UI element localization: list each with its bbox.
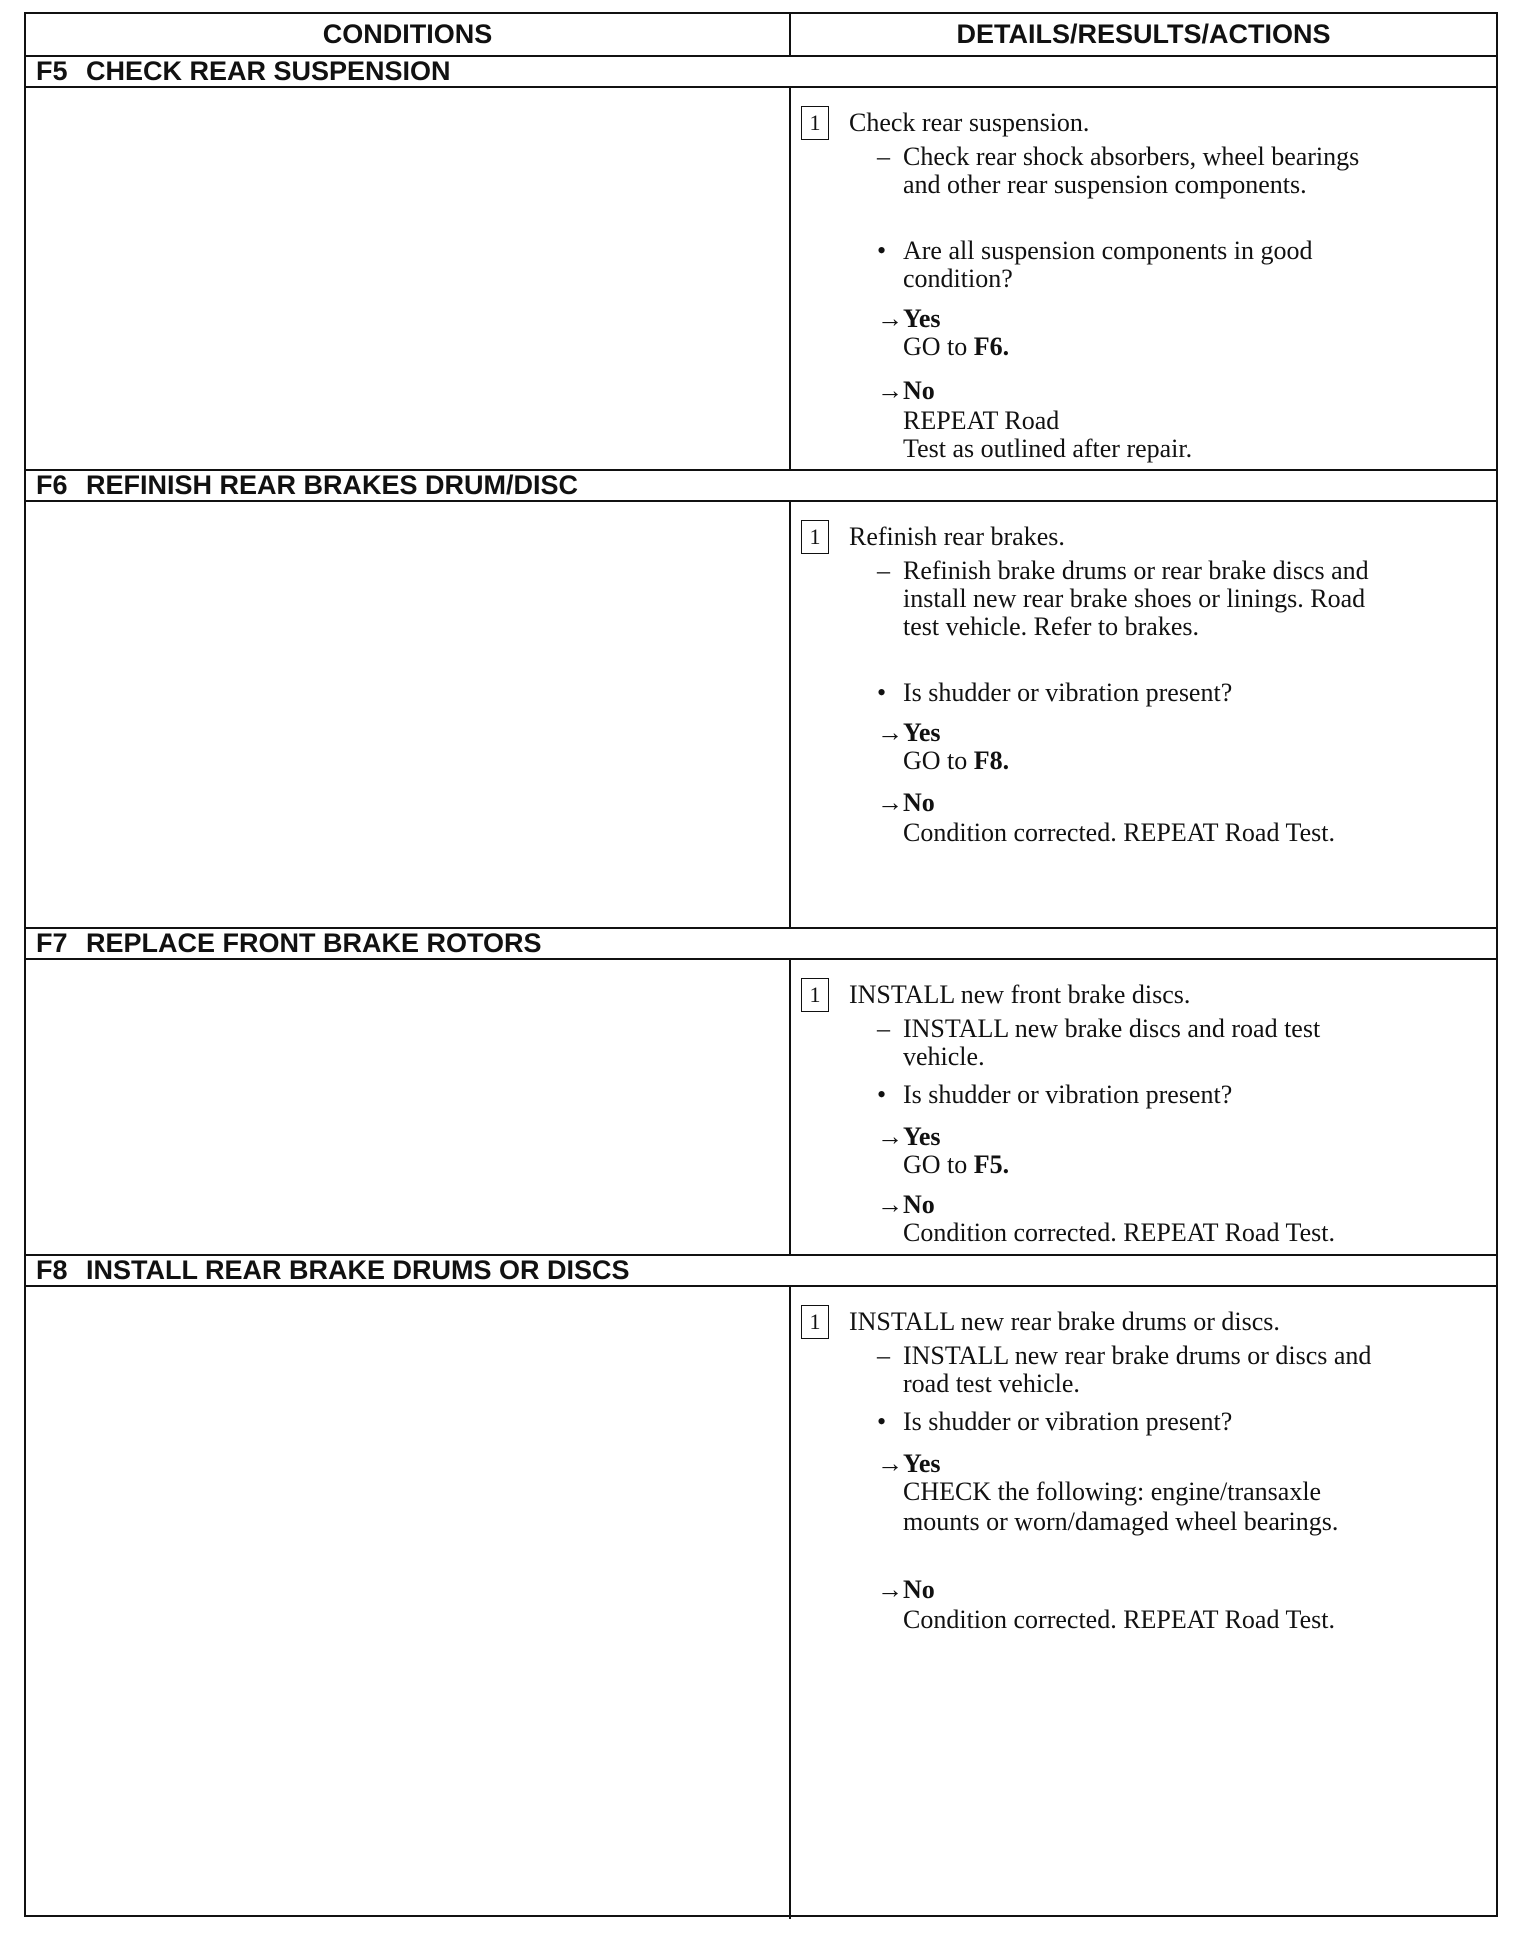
bullet-glyph: • xyxy=(877,678,887,707)
goto-ref: F8. xyxy=(973,746,1010,775)
arrow-icon: → xyxy=(877,788,903,817)
no-label: →No xyxy=(877,786,935,820)
detail-text: INSTALL new rear brake drums or discs and xyxy=(903,1341,1372,1370)
step-text: INSTALL new front brake discs. xyxy=(849,980,1191,1009)
conditions-cell xyxy=(26,502,791,927)
detail-text: INSTALL new brake discs and road test xyxy=(903,1014,1321,1043)
dash-glyph: – xyxy=(877,1014,890,1043)
detail-text: Check rear shock absorbers, wheel bearings xyxy=(903,142,1360,171)
section-title-text: REFINISH REAR BRAKES DRUM/DISC xyxy=(86,470,579,500)
question-line xyxy=(877,1405,1232,1439)
yes-label: →Yes xyxy=(877,1447,941,1481)
detail-line: test vehicle. Refer to brakes. xyxy=(903,612,1199,641)
table-header xyxy=(26,14,1496,57)
no-action: Condition corrected. REPEAT Road Test. xyxy=(903,1605,1335,1634)
step-number-box: 1 xyxy=(801,978,829,1012)
step xyxy=(801,1305,1280,1339)
yes-action: mounts or worn/damaged wheel bearings. xyxy=(903,1507,1339,1536)
arrow-icon: → xyxy=(877,376,903,405)
step-number-box: 1 xyxy=(801,106,829,140)
bullet-glyph: • xyxy=(877,1080,887,1109)
goto-ref: F6. xyxy=(973,332,1010,361)
question-text: Are all suspension components in good xyxy=(903,236,1313,265)
step-text: INSTALL new rear brake drums or discs. xyxy=(849,1307,1280,1336)
section-body-f7 xyxy=(26,960,1496,1256)
conditions-cell xyxy=(26,960,791,1254)
yes-label: →Yes xyxy=(877,716,941,750)
no-action: Test as outlined after repair. xyxy=(903,434,1193,463)
question-line xyxy=(877,676,1232,710)
no-label: →No xyxy=(877,1188,935,1222)
detail-line: road test vehicle. xyxy=(903,1369,1080,1398)
header-conditions: CONDITIONS xyxy=(26,14,791,55)
yes-label: →Yes xyxy=(877,1120,941,1154)
section-body-f5 xyxy=(26,88,1496,471)
section-code: F7 xyxy=(36,928,68,958)
no-action: REPEAT Road xyxy=(903,406,1060,435)
step xyxy=(801,520,1065,554)
conditions-cell xyxy=(26,1287,791,1919)
arrow-icon: → xyxy=(877,1449,903,1478)
detail-line: vehicle. xyxy=(903,1042,985,1071)
step-text: Refinish rear brakes. xyxy=(849,522,1065,551)
section-code: F8 xyxy=(36,1255,68,1285)
section-title-f5 xyxy=(26,57,1496,88)
section-code: F5 xyxy=(36,56,68,86)
section-title-f7 xyxy=(26,929,1496,960)
step-number-box: 1 xyxy=(801,1305,829,1339)
no-action: Condition corrected. REPEAT Road Test. xyxy=(903,818,1335,847)
section-title-text: INSTALL REAR BRAKE DRUMS OR DISCS xyxy=(86,1255,630,1285)
yes-label: →Yes xyxy=(877,302,941,336)
goto-ref: F5. xyxy=(973,1150,1010,1179)
details-cell xyxy=(791,960,1496,1254)
yes-action: CHECK the following: engine/transaxle xyxy=(903,1477,1322,1506)
arrow-icon: → xyxy=(877,1575,903,1604)
details-cell xyxy=(791,1287,1496,1919)
detail-text: Refinish brake drums or rear brake discs and xyxy=(903,556,1369,585)
question-line xyxy=(877,1078,1232,1112)
question-line: condition? xyxy=(903,264,1013,293)
yes-action: GO to F6. xyxy=(903,332,1010,361)
diagnostic-table xyxy=(24,12,1498,1917)
section-title-text: CHECK REAR SUSPENSION xyxy=(86,56,451,86)
question-text: Is shudder or vibration present? xyxy=(903,1080,1233,1109)
no-action: Condition corrected. REPEAT Road Test. xyxy=(903,1218,1335,1247)
arrow-icon: → xyxy=(877,718,903,747)
detail-line: install new rear brake shoes or linings. Road xyxy=(903,584,1366,613)
question-text: Is shudder or vibration present? xyxy=(903,1407,1233,1436)
arrow-icon: → xyxy=(877,304,903,333)
section-title-f6 xyxy=(26,471,1496,502)
question-text: Is shudder or vibration present? xyxy=(903,678,1233,707)
no-label: →No xyxy=(877,1573,935,1607)
section-body-f8 xyxy=(26,1287,1496,1919)
yes-action: GO to F8. xyxy=(903,746,1010,775)
header-details: DETAILS/RESULTS/ACTIONS xyxy=(956,19,1331,49)
arrow-icon: → xyxy=(877,1122,903,1151)
arrow-icon: → xyxy=(877,1190,903,1219)
no-label: →No xyxy=(877,374,935,408)
section-body-f6 xyxy=(26,502,1496,929)
conditions-cell xyxy=(26,88,791,469)
section-title-text: REPLACE FRONT BRAKE ROTORS xyxy=(86,928,542,958)
bullet-glyph: • xyxy=(877,236,887,265)
step xyxy=(801,978,1190,1012)
details-cell xyxy=(791,502,1496,927)
dash-glyph: – xyxy=(877,1341,890,1370)
dash-glyph: – xyxy=(877,556,890,585)
step-text: Check rear suspension. xyxy=(849,108,1090,137)
step-number-box: 1 xyxy=(801,520,829,554)
detail-line: and other rear suspension components. xyxy=(903,170,1307,199)
section-title-f8 xyxy=(26,1256,1496,1287)
section-code: F6 xyxy=(36,470,68,500)
details-cell xyxy=(791,88,1496,469)
dash-glyph: – xyxy=(877,142,890,171)
step xyxy=(801,106,1089,140)
yes-action: GO to F5. xyxy=(903,1150,1010,1179)
bullet-glyph: • xyxy=(877,1407,887,1436)
